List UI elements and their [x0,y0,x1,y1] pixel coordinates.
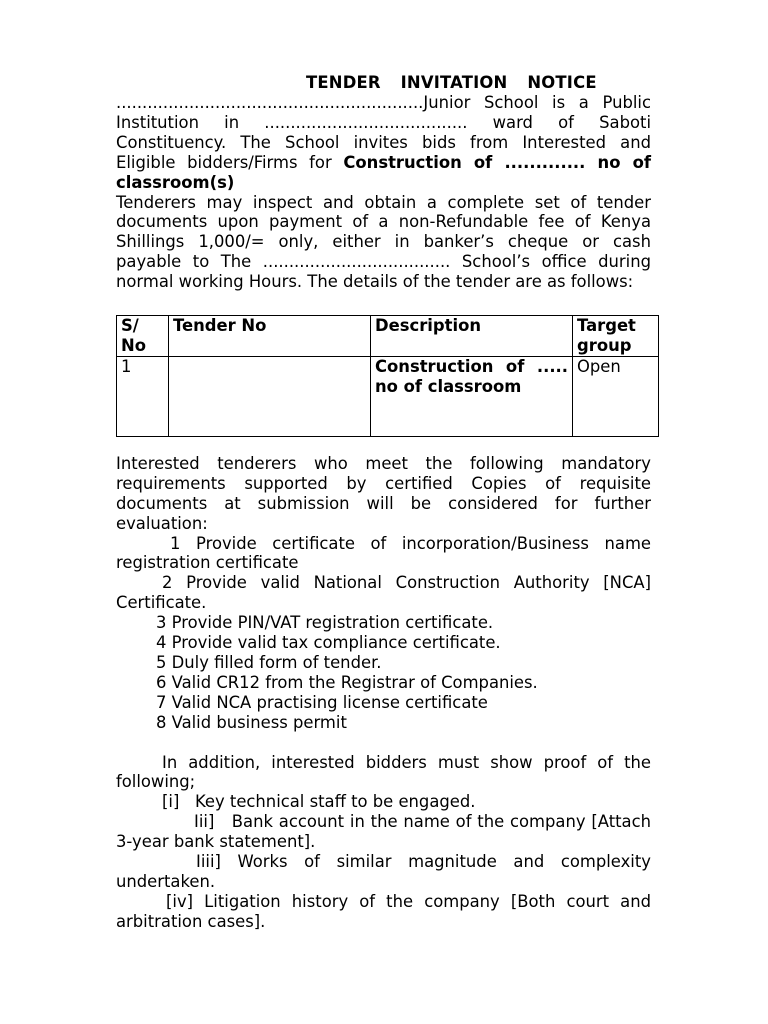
cell-description: Construction of ..... no of classroom [371,356,573,436]
requirement-item: 7 Valid NCA practising license certificate [156,692,488,712]
requirements-intro: Interested tenderers who meet the following mandatory requirements supported by certified Copies of requisite documents at submission will be considered for further evaluation: [116,453,651,533]
tender-notice-page [116,73,657,932]
tender-table [116,315,659,437]
proof-intro: In addition, interested bidders must show proof of the following; [116,752,651,792]
requirement-item: 8 Valid business permit [156,712,347,732]
intro-paragraph [116,93,651,193]
header-description: Description [371,316,573,357]
proof-item: Iiii] Works of similar magnitude and complexity undertaken. [116,852,651,891]
table-header-row [117,316,659,357]
proof-item: [iv] Litigation history of the company [Both court and arbitration cases]. [116,891,651,931]
cell-sno: 1 [117,356,169,436]
table-row [117,356,659,436]
requirement-item: 5 Duly filled form of tender. [156,652,382,672]
header-sno: S/ No [117,316,169,357]
notice-title: TENDER INVITATION NOTICE [306,73,597,92]
intro-text: Junior School is a Public Institution in ....................................... ward of Saboti Constituency. The School invites bids from Interested and Eligible bidders/Firms for [116,93,651,172]
requirement-item: 3 Provide PIN/VAT registration certificate. [156,613,494,633]
requirement-item: 4 Provide valid tax compliance certificate. [156,633,501,653]
cell-target-group: Open [573,356,659,436]
requirement-item: 1 Provide certificate of incorporation/Business name registration certificate [116,533,651,573]
documents-paragraph: Tenderers may inspect and obtain a complete set of tender documents upon payment of a non-Refundable fee of Kenya Shillings 1,000/= only, either in banker’s cheque or cash payable to The .................................... School’s office during normal working Hours. The details of the tender are as follows: [116,192,651,292]
header-target-group: Target group [573,316,659,357]
requirement-item: 6 Valid CR12 from the Registrar of Companies. [156,672,538,692]
header-tender-no: Tender No [169,316,371,357]
intro-bold-text: Construction of ............. no of classroom(s) [116,152,652,192]
proof-item: [i] Key technical staff to be engaged. [162,792,476,812]
requirement-item: 2 Provide valid National Construction Authority [NCA] Certificate. [116,573,651,613]
proof-item: Iii] Bank account in the name of the company [Attach 3-year bank statement]. [116,812,657,852]
cell-tender-no [169,356,371,436]
school-name-blank: ........................................................... [116,93,424,112]
